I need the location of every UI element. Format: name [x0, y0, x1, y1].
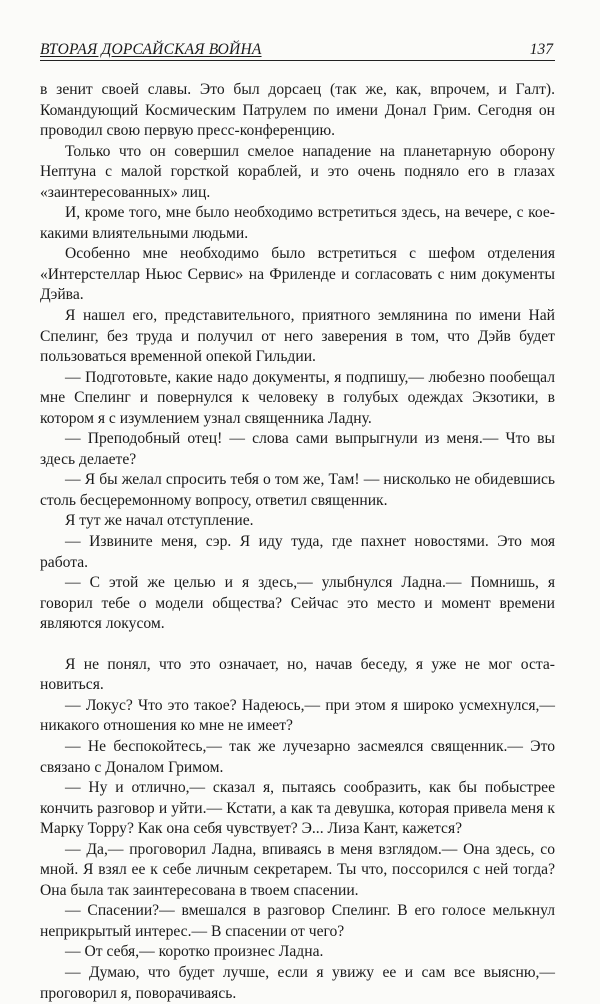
paragraph: Только что он совершил смелое нападение на планетарную оборону Нептуна с малой горсткой кораблей, и это очень подняло его в глазах «заинтересованных» лиц.: [40, 142, 555, 201]
page-number: 137: [529, 41, 553, 58]
paragraph: Особенно мне необходимо было встретиться с шефом отделения «Интерстеллар Ньюс Сервис» на Фриленде и согласовать с ним документы Дэйва.: [40, 245, 555, 304]
dialogue-paragraph: — С этой же целью и я здесь,— улыбнулся Ладна.— Помнишь, я говорил тебе о модели общества? Сейчас это место и момент времени являются локусом.: [40, 574, 555, 633]
page-header: [40, 38, 555, 61]
dialogue-paragraph: — От себя,— коротко произнес Ладна.: [65, 943, 324, 961]
dialogue-paragraph: — Ну и отлично,— сказал я, пытаясь сообразить, как бы побыстрее кончить разговор и уйти.— Кстати, а как та девушка, которая привела меня к Марку Торру? Как она себя чувствует? Э... Лиза Кант, кажется?: [40, 779, 555, 838]
paragraph: Я тут же начал отступление.: [65, 512, 254, 530]
text-body: [40, 80, 555, 1004]
dialogue-paragraph: — Преподобный отец! — слова сами выпрыгнули из меня.— Что вы здесь делаете?: [40, 430, 555, 468]
dialogue-paragraph: — Да,— проговорил Ладна, впиваясь в меня взглядом.— Она здесь, со мной. Я взял ее к себе личным секретарем. Ты что, поссорился с ней тогда? Она была так заинтересована в твоем спасении.: [40, 840, 555, 899]
dialogue-paragraph: — Думаю, что будет лучше, если я увижу ее и сам все выясню,— проговорил я, поворачиваясь.: [40, 963, 555, 1002]
paragraph: в зенит своей славы. Это был дорсаец (так же, как, впрочем, и Галт). Командующий Космическим Патрулем по имени Донал Грим. Сегодня он проводил свою первую пресс-конференцию.: [40, 81, 555, 140]
paragraph: И, кроме того, мне было необходимо встретиться здесь, на вечере, с кое-какими влиятельными людьми.: [40, 204, 555, 242]
running-title: ВТОРАЯ ДОРСАЙСКАЯ ВОЙНА: [40, 41, 262, 58]
dialogue-paragraph: — Спасении?— вмешался в разговор Спелинг. В его голосе мелькнул неприкрытый интерес.— В спасении от чего?: [40, 902, 555, 940]
dialogue-paragraph: — Я бы желал спросить тебя о том же, Там! — нисколько не обидевшись столь бесцеремонному вопросу, ответил священник.: [40, 471, 555, 509]
dialogue-paragraph: — Подготовьте, какие надо документы, я подпишу,— любезно пообещал мне Спелинг и повернулся к человеку в голубых одеждах Экзотики, в котором я с изумлением узнал священника Ладну.: [40, 368, 555, 427]
dialogue-paragraph: — Извините меня, сэр. Я иду туда, где пахнет новостями. Это моя работа.: [40, 533, 555, 571]
dialogue-paragraph: — Локус? Что это такое? Надеюсь,— при этом я широко усмехнулся,— никакого отношения ко мне не имеет?: [40, 696, 555, 735]
paragraph: Я не понял, что это означает, но, начав беседу, я уже не мог остановиться.: [40, 655, 555, 694]
paragraph: Я нашел его, представительного, приятного землянина по имени Най Спелинг, без труда и получил от него заверения в том, что Дэйв будет пользоваться временной опекой Гильдии.: [40, 307, 555, 366]
dialogue-paragraph: — Не беспокойтесь,— так же лучезарно засмеялся священник.— Это связано с Доналом Гримом.: [40, 737, 555, 776]
